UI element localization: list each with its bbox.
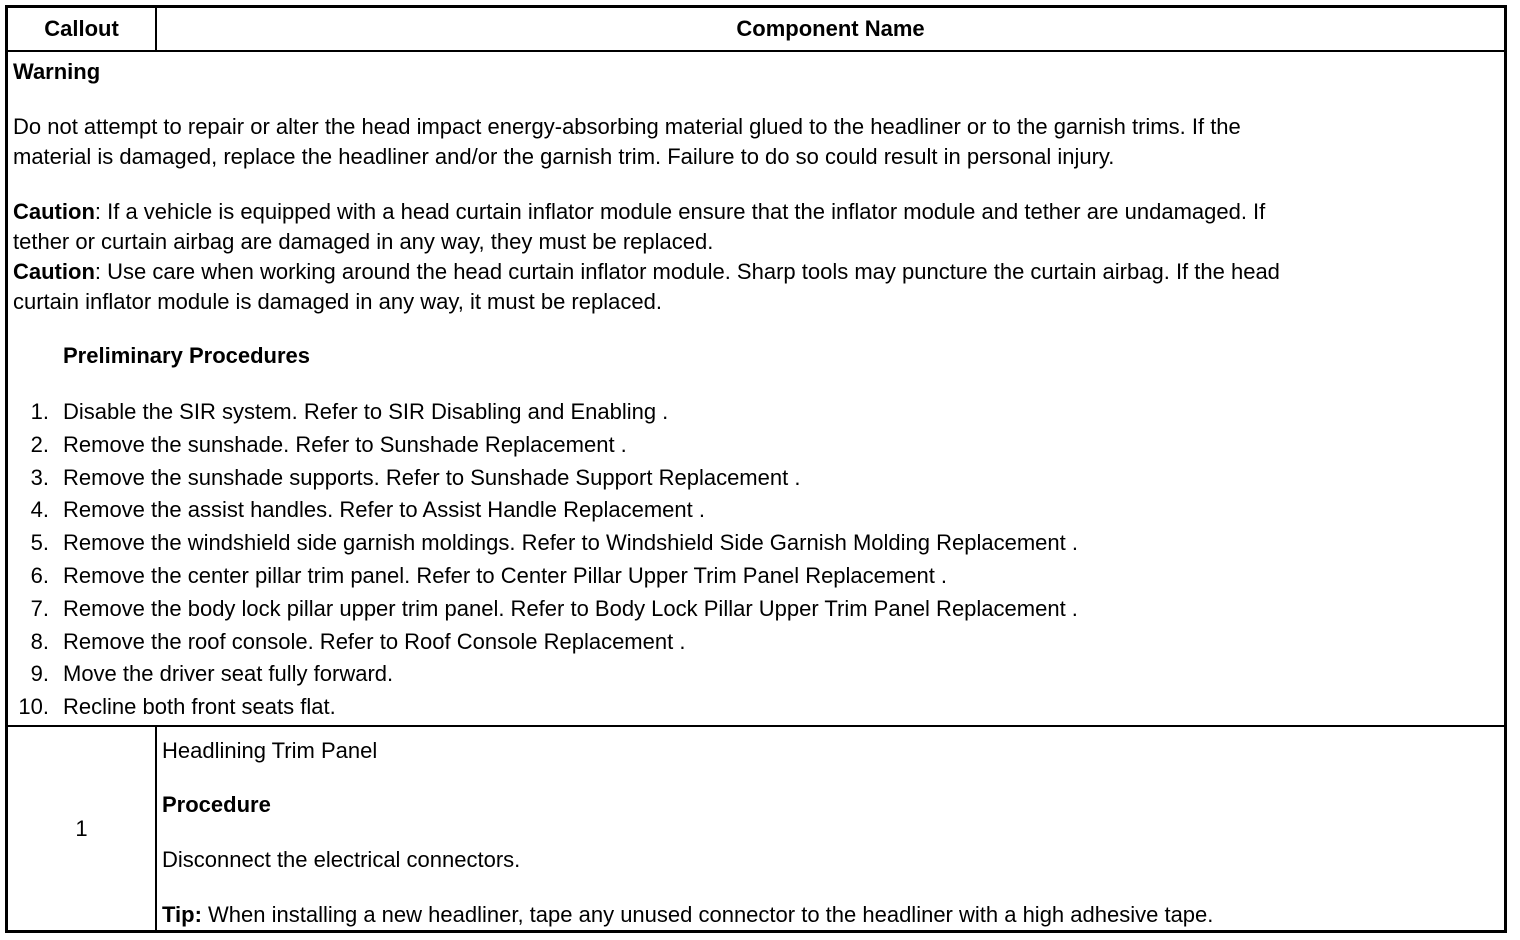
preliminary-procedures-title: Preliminary Procedures [63, 343, 311, 368]
step-text: Remove the sunshade. Refer to Sunshade Replacement . [63, 432, 627, 457]
component-name-column-header: Component Name [736, 16, 925, 41]
tip-label: Tip: [162, 902, 202, 927]
warning-text-line-1: Do not attempt to repair or alter the head impact energy-absorbing material glued to the headliner or to the garnish trims. If the [13, 114, 1241, 139]
table-row [8, 725, 1504, 930]
step-text: Recline both front seats flat. [63, 694, 336, 719]
step-text: Move the driver seat fully forward. [63, 661, 394, 686]
procedure-title: Procedure [162, 792, 271, 817]
caution-1-line-1 [13, 197, 1265, 227]
step-number: 8. [30, 629, 49, 654]
tip-text: When installing a new headliner, tape any unused connector to the headliner with a high adhesive tape. [201, 902, 1214, 927]
step-text: Disable the SIR system. Refer to SIR Disabling and Enabling . [63, 399, 669, 424]
caution-text: : If a vehicle is equipped with a head curtain inflator module ensure that the inflator module and tether are undamaged. If [94, 199, 1266, 224]
step-number: 5. [30, 530, 49, 555]
caution-label: Caution [13, 199, 95, 224]
step-text: Remove the center pillar trim panel. Refer to Center Pillar Upper Trim Panel Replacement . [63, 563, 948, 588]
procedure-text: Disconnect the electrical connectors. [162, 847, 521, 872]
procedure-table [5, 5, 1507, 933]
caution-2-line-1 [13, 257, 1280, 287]
step-text: Remove the windshield side garnish moldings. Refer to Windshield Side Garnish Molding Replacement . [63, 530, 1078, 555]
table-header [8, 8, 1504, 52]
warning-text-line-2: material is damaged, replace the headliner and/or the garnish trim. Failure to do so could result in personal injury. [13, 144, 1115, 169]
step-number: 4. [30, 497, 49, 522]
step-text: Remove the assist handles. Refer to Assist Handle Replacement . [63, 497, 705, 522]
step-text: Remove the body lock pillar upper trim panel. Refer to Body Lock Pillar Upper Trim Panel Replacement . [63, 596, 1078, 621]
caution-1-line-2: tether or curtain airbag are damaged in any way, they must be replaced. [13, 229, 714, 254]
caution-label: Caution [13, 259, 95, 284]
step-number: 7. [30, 596, 49, 621]
step-number: 2. [30, 432, 49, 457]
warning-title: Warning [13, 59, 101, 84]
step-text: Remove the sunshade supports. Refer to Sunshade Support Replacement . [63, 465, 801, 490]
row-callout: 1 [8, 727, 157, 930]
caution-2-line-2: curtain inflator module is damaged in any way, it must be replaced. [13, 289, 662, 314]
callout-column-header: Callout [8, 8, 157, 50]
caution-text: : Use care when working around the head curtain inflator module. Sharp tools may puncture the curtain airbag. If the head [94, 259, 1280, 284]
step-number: 6. [30, 563, 49, 588]
step-number: 10. [18, 694, 49, 719]
step-number: 1. [30, 399, 49, 424]
tip [162, 900, 1213, 930]
step-number: 9. [30, 661, 49, 686]
row-component-cell [157, 727, 1504, 930]
step-number: 3. [30, 465, 49, 490]
step-text: Remove the roof console. Refer to Roof Console Replacement . [63, 629, 686, 654]
component-name: Headlining Trim Panel [162, 738, 378, 763]
